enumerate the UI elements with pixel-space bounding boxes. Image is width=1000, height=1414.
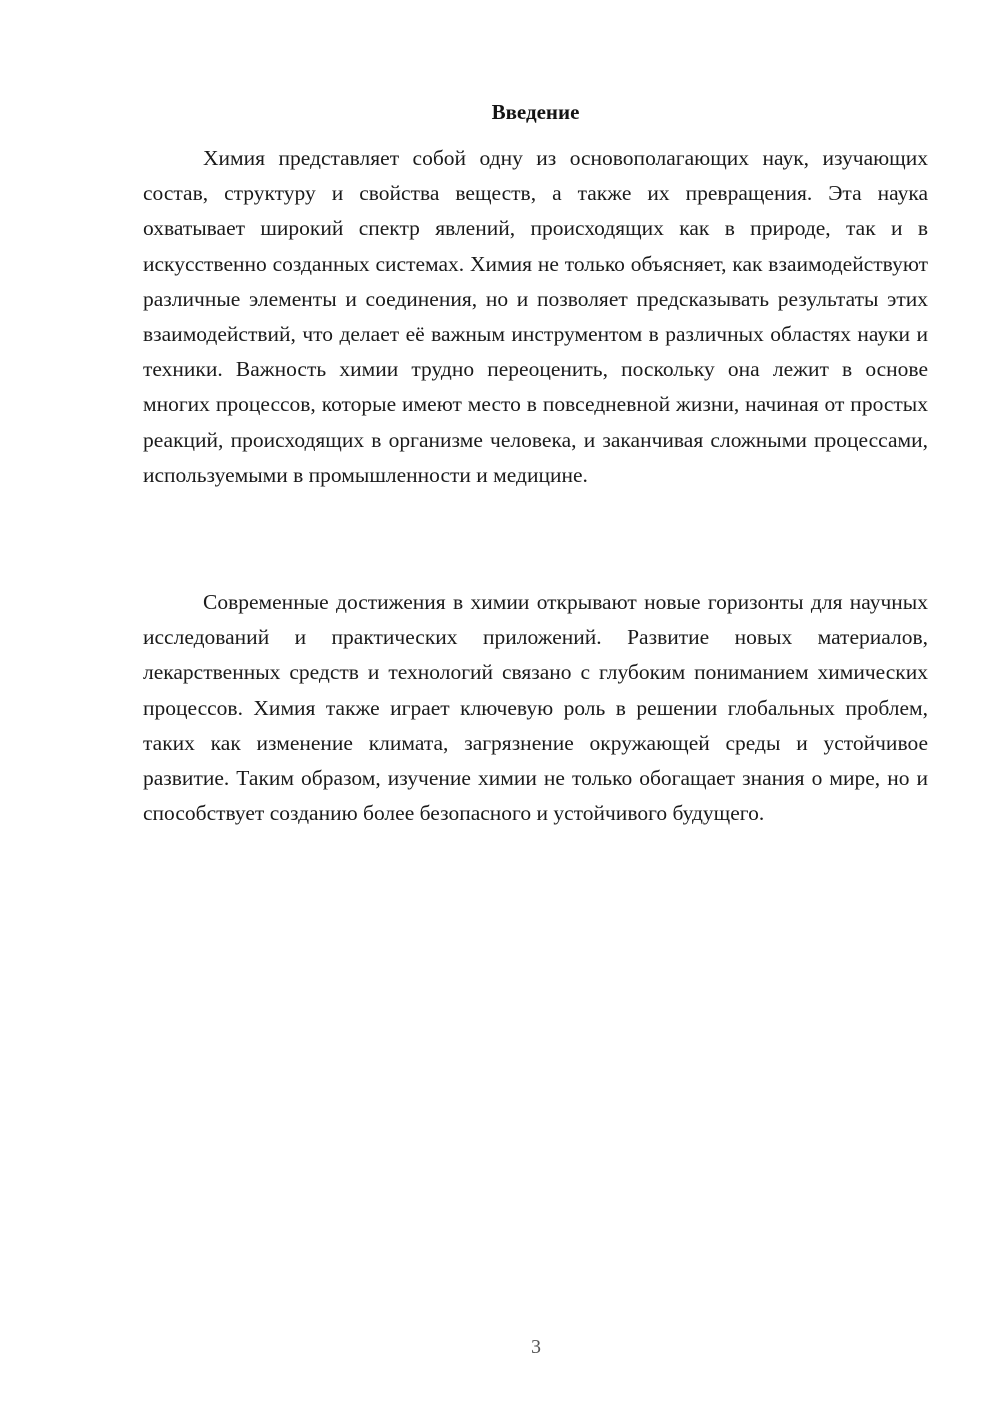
page-number: 3 — [531, 1336, 541, 1358]
paragraph-2: Современные достижения в химии открывают новые горизонты для научных исследований и практических приложений. Развитие новых материалов, лекарственных средств и технологий связано с глубоким пониманием химических процессов. Химия также играет ключевую роль в решении глобальных проблем, таких как изменение климата, загрязнение окружающей среды и устойчивое развитие. Таким образом, изучение химии не только обогащает знания о мире, но и способствует созданию более безопасного и устойчивого будущего. — [143, 590, 928, 826]
section-heading: Введение — [491, 100, 580, 124]
paragraph-1: Химия представляет собой одну из основополагающих наук, изучающих состав, структуру и свойства веществ, а также их превращения. Эта наука охватывает широкий спектр явлений, происходящих как в природе, так и в искусственно созданных системах. Химия не только объясняет, как взаимодействуют различные элементы и соединения, но и позволяет предсказывать результаты этих взаимодействий, что делает её важным инструментом в различных областях науки и техники. Важность химии трудно переоценить, поскольку она лежит в основе многих процессов, которые имеют место в повседневной жизни, начиная от простых реакций, происходящих в организме человека, и заканчивая сложными процессами, используемыми в промышленности и медицине. — [143, 146, 928, 487]
